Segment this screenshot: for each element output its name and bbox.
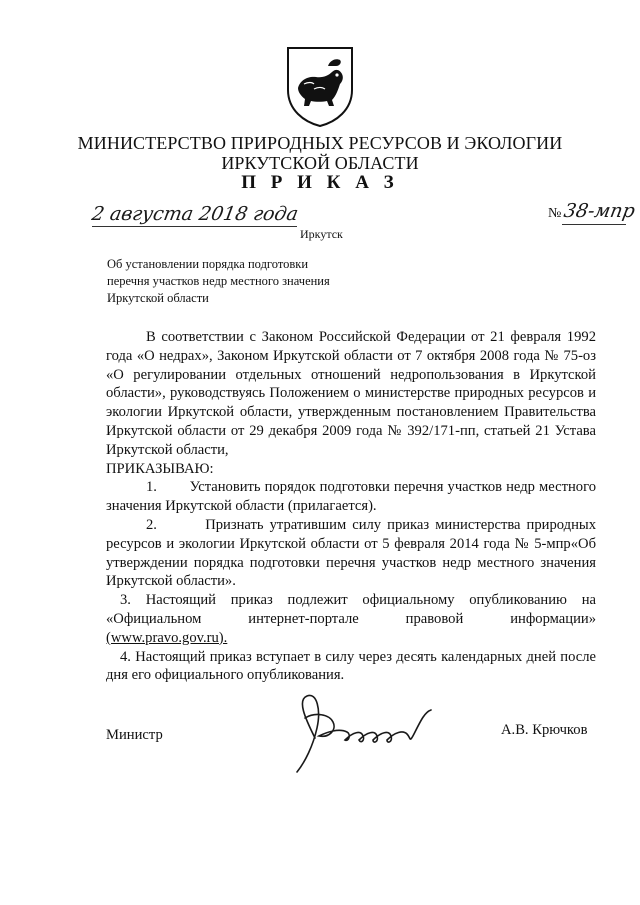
subject-line: Об установлении порядка подготовки [107, 257, 309, 271]
document-type-title: П Р И К А З [241, 172, 399, 193]
order-date-handwritten: 2 августа 2018 года [90, 203, 300, 225]
order-item-1: 1. Установить порядок подготовки перечня участков недр местного значения Иркутской области (прилагается). [106, 479, 596, 515]
order-item-3-link [106, 629, 596, 648]
subject-line: перечня участков недр местного значения [107, 274, 330, 288]
order-body [106, 328, 596, 685]
pravo-link[interactable]: (www.pravo.gov.ru). [106, 629, 228, 646]
signatory-position: Министр [106, 727, 163, 743]
order-word: ПРИКАЗЫВАЮ: [106, 460, 214, 477]
ministry-name-line1: МИНИСТЕРСТВО ПРИРОДНЫХ РЕСУРСОВ И ЭКОЛОГИИ [77, 133, 563, 153]
number-underline [562, 224, 626, 225]
signatory-name: А.В. Крючков [501, 722, 588, 738]
handwritten-signature-icon [275, 688, 450, 778]
order-number-handwritten: 38-мпр [562, 200, 637, 222]
subject-line: Иркутской области [107, 291, 209, 305]
coat-of-arms-icon [284, 44, 356, 128]
city-label: Иркутск [300, 227, 343, 241]
date-underline [92, 226, 297, 227]
order-number-prefix: № [548, 206, 562, 221]
ministry-name-line2: ИРКУТСКОЙ ОБЛАСТИ [221, 153, 419, 173]
preamble-paragraph: В соответствии с Законом Российской Федерации от 21 февраля 1992 года «О недрах», Законом Иркутской области от 7 октября 2008 года № 75-оз «О регулировании отдельных отношений недропользования в Иркутской области», руководствуясь Положением о министерстве природных ресурсов и экологии Иркутской области, утвержденным постановлением Правительства Иркутской области от 29 декабря 2009 года № 392/171-пп, статьей 21 Устава Иркутской области, [106, 329, 596, 458]
order-item-4: 4. Настоящий приказ вступает в силу через десять календарных дней после дня его официального опубликования. [106, 648, 596, 684]
order-item-2: 2. Признать утратившим силу приказ министерства природных ресурсов и экологии Иркутской области от 5 февраля 2014 года № 5-мпр«Об утверждении порядка подготовки перечня участков недр местного значения Иркутской области». [106, 516, 596, 590]
order-subject [107, 256, 330, 307]
order-item-3: 3. Настоящий приказ подлежит официальному опубликованию на «Официальном интернет-портале правовой информации» [106, 592, 596, 627]
